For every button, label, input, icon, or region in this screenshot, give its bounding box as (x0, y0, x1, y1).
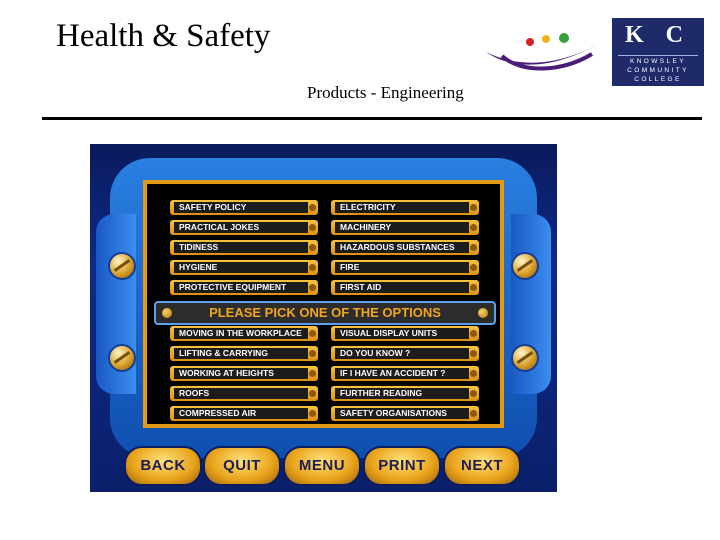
menu-button[interactable]: MENU (283, 446, 361, 486)
brand-swoosh-logo (482, 30, 602, 80)
option-knob-icon (470, 410, 477, 417)
next-button[interactable]: NEXT (443, 446, 521, 486)
option-compressed-air[interactable]: COMPRESSED AIR (170, 406, 318, 421)
option-knob-icon (309, 264, 316, 271)
option-knob-icon (309, 370, 316, 377)
option-knob-icon (470, 224, 477, 231)
option-knob-icon (470, 350, 477, 357)
prompt-knob-icon (478, 308, 488, 318)
college-logo (612, 18, 704, 86)
logo-line-2: COMMUNITY (627, 67, 689, 74)
option-knob-icon (309, 350, 316, 357)
option-knob-icon (309, 204, 316, 211)
option-knob-icon (470, 204, 477, 211)
option-practical-jokes[interactable]: PRACTICAL JOKES (170, 220, 318, 235)
option-first-aid[interactable]: FIRST AID (331, 280, 479, 295)
option-moving-in-the-workplace[interactable]: MOVING IN THE WORKPLACE (170, 326, 318, 341)
option-hazardous-substances[interactable]: HAZARDOUS SUBSTANCES (331, 240, 479, 255)
option-working-at-heights[interactable]: WORKING AT HEIGHTS (170, 366, 318, 381)
option-safety-policy[interactable]: SAFETY POLICY (170, 200, 318, 215)
option-knob-icon (309, 224, 316, 231)
option-hygiene[interactable]: HYGIENE (170, 260, 318, 275)
option-knob-icon (470, 390, 477, 397)
divider-rule (42, 117, 702, 120)
screw-icon (511, 344, 539, 372)
option-visual-display-units[interactable]: VISUAL DISPLAY UNITS (331, 326, 479, 341)
option-safety-organisations[interactable]: SAFETY ORGANISATIONS (331, 406, 479, 421)
option-fire[interactable]: FIRE (331, 260, 479, 275)
option-knob-icon (309, 330, 316, 337)
option-knob-icon (470, 264, 477, 271)
quit-button[interactable]: QUIT (203, 446, 281, 486)
option-knob-icon (470, 330, 477, 337)
option-knob-icon (470, 370, 477, 377)
screw-icon (108, 252, 136, 280)
option-knob-icon (470, 284, 477, 291)
screw-icon (511, 252, 539, 280)
option-knob-icon (309, 244, 316, 251)
slide-subtitle: Products - Engineering (307, 83, 464, 102)
logo-letters: K C (625, 22, 691, 48)
option-electricity[interactable]: ELECTRICITY (331, 200, 479, 215)
prompt-text: PLEASE PICK ONE OF THE OPTIONS (209, 305, 441, 320)
option-roofs[interactable]: ROOFS (170, 386, 318, 401)
option-protective-equipment[interactable]: PROTECTIVE EQUIPMENT (170, 280, 318, 295)
option-lifting-carrying[interactable]: LIFTING & CARRYING (170, 346, 318, 361)
health-safety-app-window (90, 144, 557, 492)
option-knob-icon (309, 410, 316, 417)
option-do-you-know[interactable]: DO YOU KNOW ? (331, 346, 479, 361)
option-machinery[interactable]: MACHINERY (331, 220, 479, 235)
option-tidiness[interactable]: TIDINESS (170, 240, 318, 255)
logo-line-3: COLLEGE (634, 76, 682, 83)
logo-line-1: KNOWSLEY (629, 58, 687, 65)
option-knob-icon (470, 244, 477, 251)
option-knob-icon (309, 390, 316, 397)
screw-icon (108, 344, 136, 372)
option-knob-icon (309, 284, 316, 291)
print-button[interactable]: PRINT (363, 446, 441, 486)
option-if-i-have-an-accident[interactable]: IF I HAVE AN ACCIDENT ? (331, 366, 479, 381)
prompt-knob-icon (162, 308, 172, 318)
slide-title: Health & Safety (56, 18, 271, 54)
option-further-reading[interactable]: FURTHER READING (331, 386, 479, 401)
back-button[interactable]: BACK (124, 446, 202, 486)
prompt-banner (154, 301, 496, 325)
